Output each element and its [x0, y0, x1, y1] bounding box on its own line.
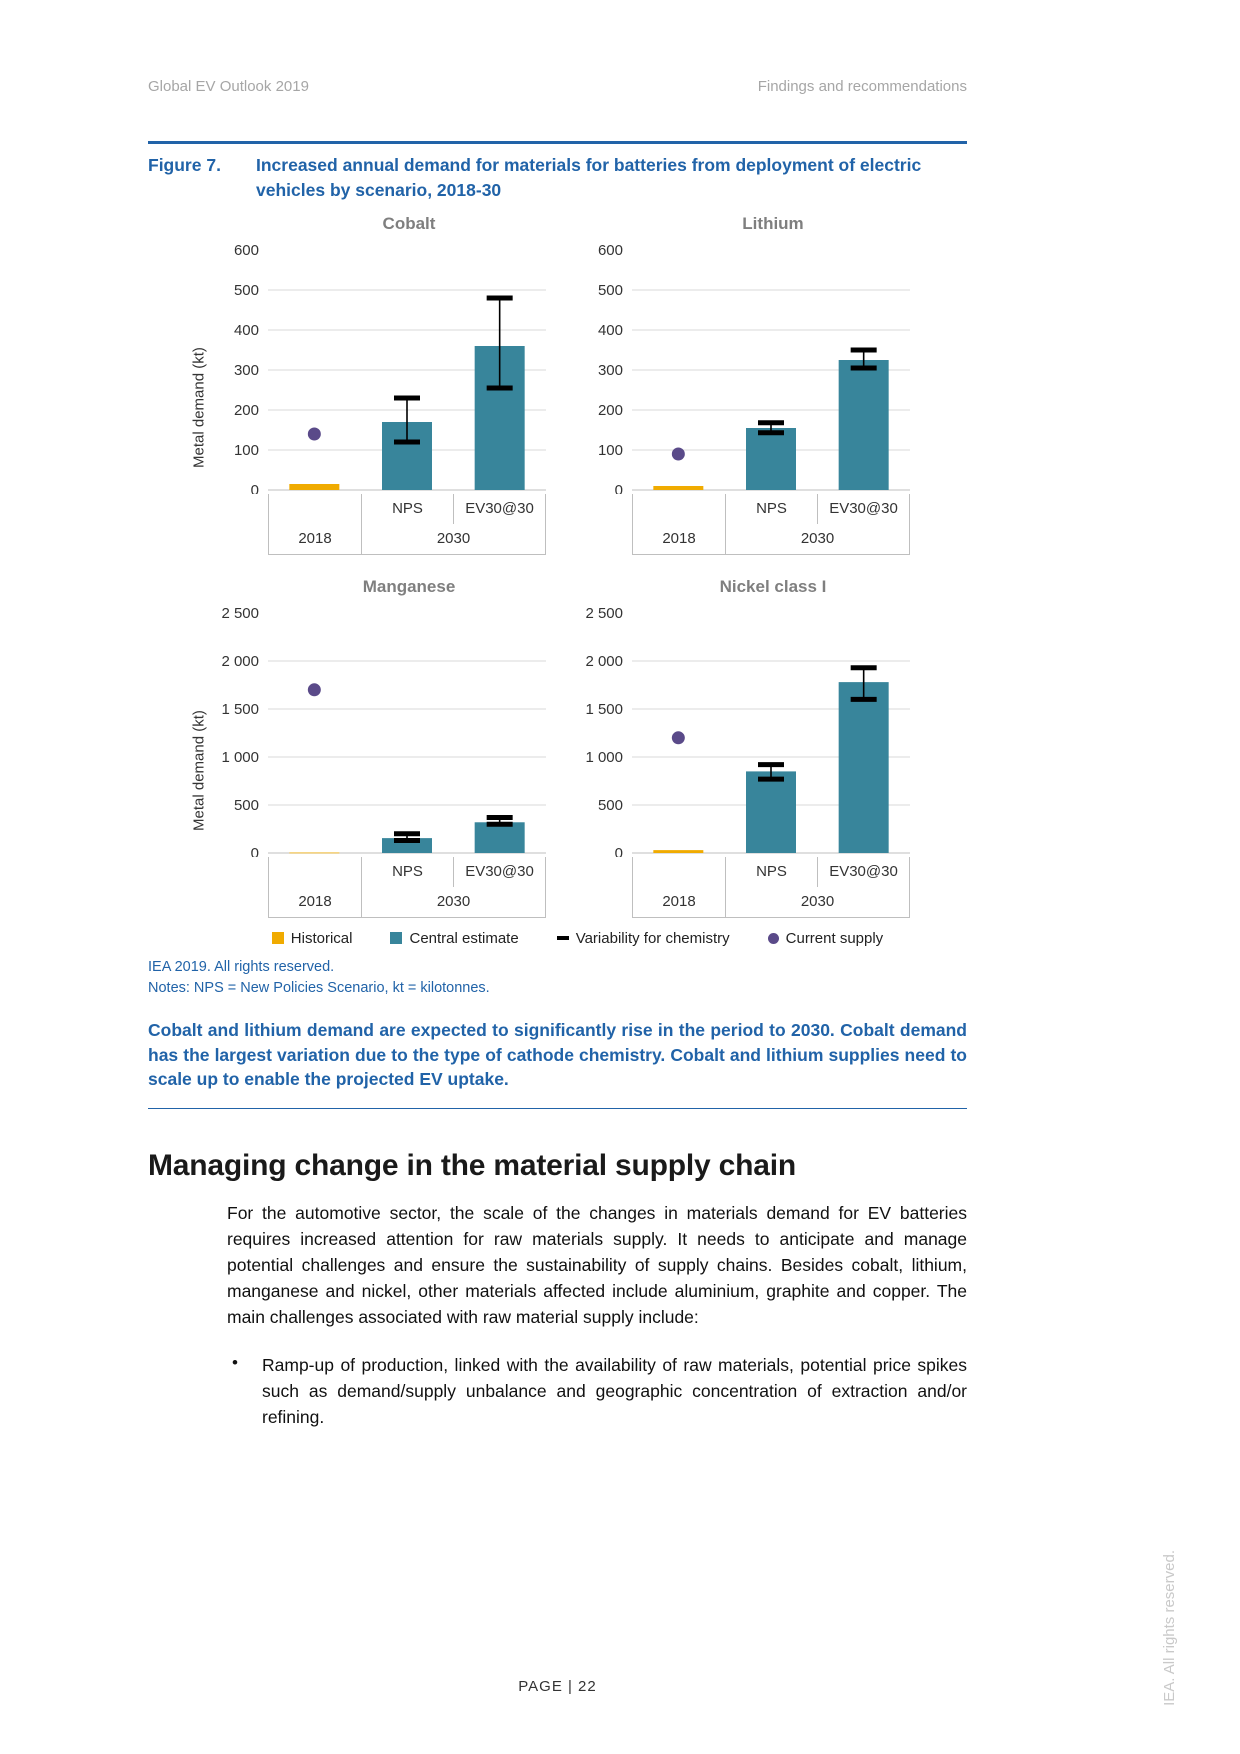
y-tick-label: 0 — [250, 844, 259, 857]
chart-plot-area — [574, 236, 914, 494]
bar-historical — [653, 486, 703, 490]
figure-key-message: Cobalt and lithium demand are expected to significantly rise in the period to 2030. Cobalt demand has the largest variation due to the type of cathode chemistry. Cobalt and lithium supplies need to scale up to enable the projected EV uptake. — [148, 1019, 967, 1090]
x-axis-scenario-label: EV30@30 — [817, 857, 909, 887]
bullet-list — [148, 1353, 967, 1431]
legend-dash-marker — [557, 936, 569, 940]
x-axis-table — [268, 494, 546, 555]
chart-lithium — [574, 214, 914, 555]
legend-label: Central estimate — [409, 929, 519, 947]
page-number: PAGE | 22 — [518, 1678, 597, 1695]
legend-item — [390, 930, 518, 947]
current-supply-dot — [308, 427, 321, 440]
y-tick-label: 2 000 — [585, 652, 623, 670]
x-axis-year-row — [633, 524, 909, 554]
bar-central-estimate — [746, 428, 796, 490]
legend-item — [557, 930, 730, 947]
x-axis-scenario-row — [633, 857, 909, 887]
y-tick-label: 600 — [597, 241, 623, 259]
x-axis-scenario-label: NPS — [361, 494, 453, 524]
figure-source: IEA 2019. All rights reserved. — [148, 958, 335, 975]
section-heading: Managing change in the material supply chain — [148, 1149, 796, 1183]
chart-legend — [148, 930, 967, 947]
chart-plot-area — [210, 599, 550, 857]
y-tick-label: 400 — [233, 321, 259, 339]
chart-plot-area — [574, 599, 914, 857]
y-tick-label: 1 000 — [221, 748, 259, 766]
x-axis-table — [632, 494, 910, 555]
x-axis-year-label: 2030 — [361, 524, 545, 554]
y-tick-label: 500 — [597, 281, 623, 299]
bar-central-estimate — [839, 360, 889, 490]
y-tick-label: 1 500 — [585, 700, 623, 718]
y-tick-label: 2 500 — [221, 604, 259, 622]
x-axis-year-row — [269, 887, 545, 917]
page-header — [148, 78, 967, 95]
current-supply-dot — [308, 683, 321, 696]
x-axis-scenario-label: NPS — [725, 494, 817, 524]
bar-historical — [653, 850, 703, 853]
figure-title: Increased annual demand for materials for batteries from deployment of electric vehicles by scenario, 2018-30 — [256, 155, 922, 201]
y-tick-label: 300 — [233, 361, 259, 379]
chart-plot-area — [210, 236, 550, 494]
legend-label: Historical — [290, 929, 353, 947]
chart-nickel-class-1 — [574, 577, 914, 918]
legend-item — [272, 930, 353, 947]
y-axis-title: Metal demand (kt) — [190, 346, 208, 468]
figure-charts-grid — [188, 214, 967, 918]
legend-square-marker — [390, 932, 402, 944]
y-tick-label: 500 — [233, 281, 259, 299]
x-axis-scenario-label: NPS — [725, 857, 817, 887]
y-tick-label: 1 000 — [585, 748, 623, 766]
chart-title: Cobalt — [382, 213, 436, 233]
x-axis-scenario-label: EV30@30 — [817, 494, 909, 524]
x-axis-year-row — [269, 524, 545, 554]
figure-top-rule — [148, 141, 967, 144]
bullet-indent — [148, 1353, 232, 1431]
figure-bottom-rule — [148, 1108, 967, 1109]
x-axis-year-label: 2030 — [725, 524, 909, 554]
y-tick-label: 300 — [597, 361, 623, 379]
legend-label: Variability for chemistry — [575, 929, 730, 947]
bar-historical — [289, 852, 339, 853]
bar-historical — [289, 484, 339, 490]
y-tick-label: 500 — [597, 796, 623, 814]
chart-plot-column — [210, 577, 550, 918]
y-tick-label: 400 — [597, 321, 623, 339]
x-axis-year-label: 2030 — [361, 887, 545, 917]
x-axis-year-label: 2018 — [298, 530, 332, 548]
chart-cobalt — [188, 214, 550, 555]
x-axis-scenario-label: EV30@30 — [453, 494, 545, 524]
bullet-text: Ramp-up of production, linked with the availability of raw materials, potential price spikes such as demand/supply unbalance and geographic concentration of extraction and/or refining. — [262, 1354, 967, 1427]
chart-plot-column — [210, 214, 550, 555]
y-tick-label: 2 500 — [585, 604, 623, 622]
x-axis-year-row — [633, 887, 909, 917]
x-axis-year-label: 2030 — [725, 887, 909, 917]
header-right-section: Findings and recommendations — [757, 78, 967, 95]
legend-square-marker — [272, 932, 284, 944]
y-tick-label: 2 000 — [221, 652, 259, 670]
legend-label: Current supply — [785, 929, 884, 947]
y-tick-label: 0 — [250, 481, 259, 494]
bar-central-estimate — [475, 822, 525, 853]
x-axis-blank-cell — [633, 494, 725, 524]
chart-title: Nickel class I — [719, 576, 827, 596]
y-tick-label: 600 — [233, 241, 259, 259]
y-tick-label: 200 — [233, 401, 259, 419]
x-axis-scenario-row — [269, 494, 545, 524]
legend-item — [768, 930, 884, 947]
current-supply-dot — [672, 731, 685, 744]
y-tick-label: 0 — [614, 844, 623, 857]
figure-label: Figure 7. — [148, 155, 221, 175]
x-axis-scenario-label: EV30@30 — [453, 857, 545, 887]
x-axis-year-label: 2018 — [662, 893, 696, 911]
x-axis-year-label: 2018 — [662, 530, 696, 548]
bar-central-estimate — [839, 682, 889, 853]
body-paragraph: For the automotive sector, the scale of the changes in materials demand for EV batteries requires increased attention for raw materials supply. It needs to anticipate and manage potential challenges and ensure the sustainability of supply chains. Besides cobalt, lithium, manganese and nickel, other materials affected include aluminium, graphite and copper. The main challenges associated with raw material supply include: — [227, 1203, 967, 1327]
x-axis-blank-cell — [633, 857, 725, 887]
current-supply-dot — [672, 447, 685, 460]
chart-title: Manganese — [362, 576, 456, 596]
bullet-marker: • — [232, 1352, 238, 1372]
y-tick-label: 1 500 — [221, 700, 259, 718]
chart-title: Lithium — [742, 213, 804, 233]
y-axis-title: Metal demand (kt) — [190, 709, 208, 831]
x-axis-table — [632, 857, 910, 918]
x-axis-scenario-row — [633, 494, 909, 524]
y-tick-label: 200 — [597, 401, 623, 419]
x-axis-blank-cell — [269, 857, 361, 887]
chart-plot-column — [574, 577, 914, 918]
y-tick-label: 0 — [614, 481, 623, 494]
figure-notes: Notes: NPS = New Policies Scenario, kt = kilotonnes. — [148, 979, 490, 996]
y-tick-label: 500 — [233, 796, 259, 814]
x-axis-blank-cell — [269, 494, 361, 524]
bar-central-estimate — [746, 771, 796, 853]
x-axis-year-label: 2018 — [298, 893, 332, 911]
chart-plot-column — [574, 214, 914, 555]
x-axis-table — [268, 857, 546, 918]
copyright-side-note: IEA. All rights reserved. — [1161, 1550, 1178, 1706]
y-tick-label: 100 — [597, 441, 623, 459]
x-axis-scenario-row — [269, 857, 545, 887]
chart-manganese — [188, 577, 550, 918]
y-tick-label: 100 — [233, 441, 259, 459]
x-axis-scenario-label: NPS — [361, 857, 453, 887]
legend-dot-marker — [768, 933, 779, 944]
list-item — [148, 1353, 967, 1431]
header-left-title: Global EV Outlook 2019 — [148, 78, 309, 95]
figure-caption — [148, 153, 967, 204]
